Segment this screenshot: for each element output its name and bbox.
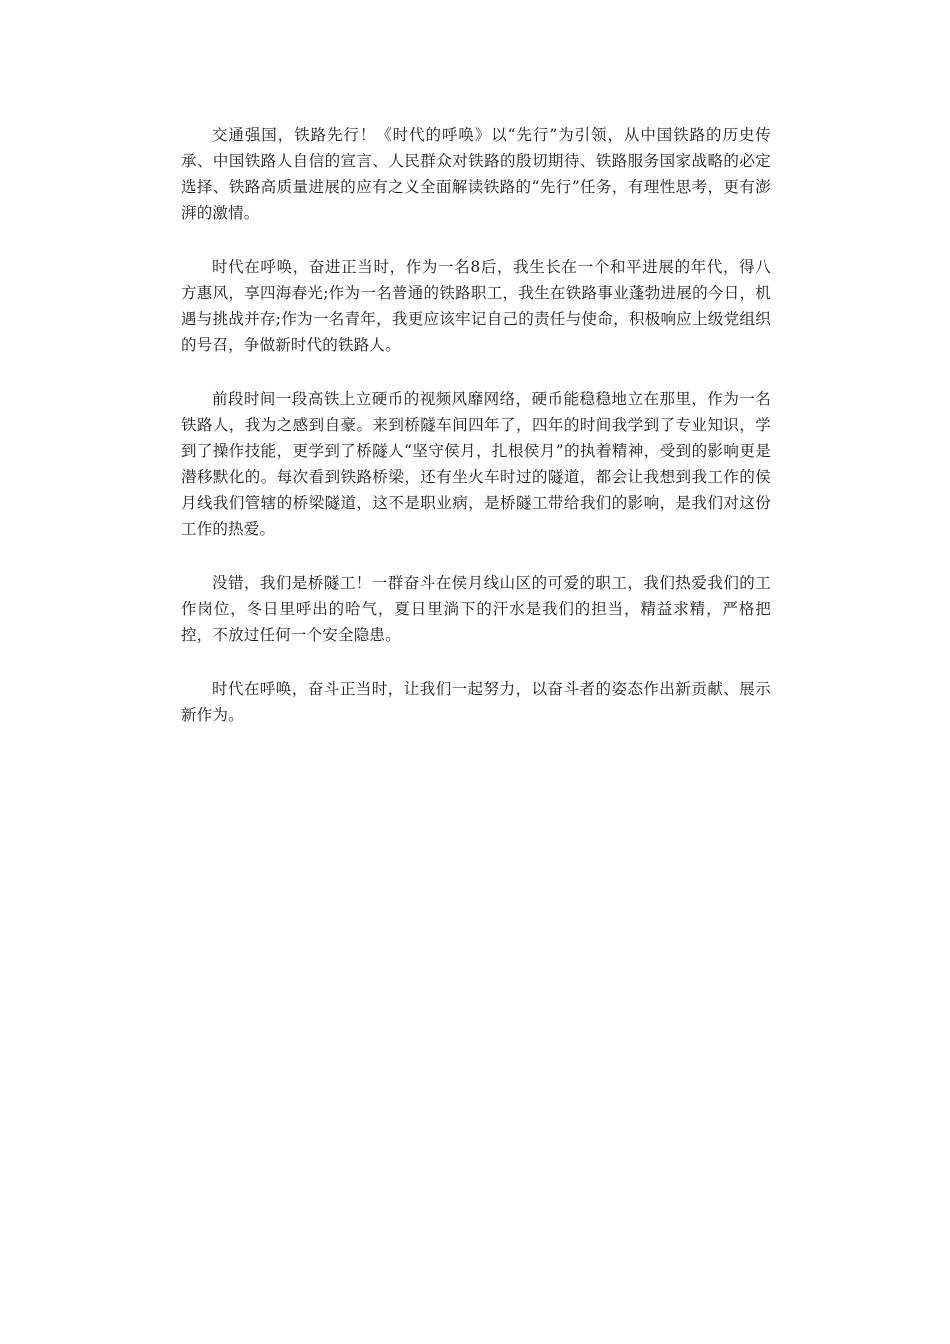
paragraph-5: 时代在呼唤，奋斗正当时，让我们一起努力，以奋斗者的姿态作出新贡献、展示新作为。 [181, 680, 771, 724]
paragraph-3: 前段时间一段高铁上立硬币的视频风靡网络，硬币能稳稳地立在那里，作为一名铁路人，我为之感到自豪。来到桥隧车间四年了，四年的时间我学到了专业知识，学到了操作技能，更学到了桥隧人“坚守侯月，扎根侯月”的执着精神，受到的影响更是潜移默化的。每次看到铁路桥梁，还有坐火车时过的隧道，都会让我想到我工作的侯月线我们管辖的桥梁隧道，这不是职业病，是桥隧工带给我们的影响，是我们对这份工作的热爱。 [181, 390, 771, 538]
paragraph-2: 时代在呼唤，奋进正当时，作为一名8后，我生长在一个和平进展的年代，得八方惠风，享四海春光;作为一名普通的铁路职工，我生在铁路事业蓬勃进展的今日，机遇与挑战并存;作为一名青年，我更应该牢记自己的责任与使命，积极响应上级党组织的号召，争做新时代的铁路人。 [181, 258, 771, 354]
document-body [181, 122, 771, 756]
paragraph-4: 没错，我们是桥隧工！一群奋斗在侯月线山区的可爱的职工，我们热爱我们的工作岗位，冬日里呼出的哈气，夏日里淌下的汗水是我们的担当，精益求精，严格把控，不放过任何一个安全隐患。 [181, 574, 771, 644]
paragraph-1: 交通强国，铁路先行！《时代的呼唤》以“先行”为引领，从中国铁路的历史传承、中国铁路人自信的宣言、人民群众对铁路的殷切期待、铁路服务国家战略的必定选择、铁路高质量进展的应有之义全面解读铁路的“先行”任务，有理性思考，更有澎湃的激情。 [181, 126, 771, 222]
